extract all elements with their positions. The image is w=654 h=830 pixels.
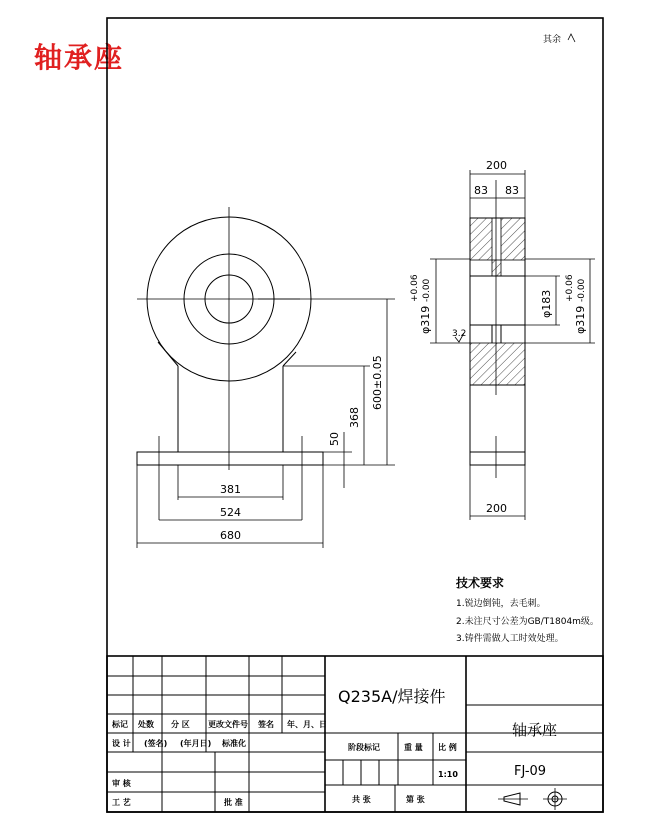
tech-requirements [455,575,599,644]
scale-value: 1:10 [438,770,458,779]
dim-381: 381 [220,483,241,496]
hdr-date: 年、月、日 [287,720,327,729]
hdr-zone: 分 区 [171,720,190,729]
dim-bottom-200: 200 [486,502,507,515]
review-label: 审 核 [112,779,131,788]
hdr-mark: 标记 [112,720,128,729]
tech-item-1: 1.锐边倒钝，去毛刺。 [456,599,546,609]
hatch-top-left [470,218,492,260]
side-view [410,159,595,520]
dim-319-right: φ319 [574,305,587,334]
dim-319-left-tol-dn: -0.00 [422,278,432,302]
design-label: 设 计 [112,739,131,748]
dim-319-right-tol-dn: -0.00 [577,278,587,302]
side-base [470,452,525,465]
date-label: (年月日) [180,739,212,748]
title-block [107,656,603,812]
base-plate [137,452,323,465]
sheets-total: 共 张 [352,795,371,804]
hdr-signature: 签名 [258,720,274,729]
roughness-symbol [568,34,575,42]
dim-600: 600±0.05 [371,355,384,410]
roughness-value: 3.2 [452,329,467,339]
dim-top-200: 200 [486,159,507,172]
hdr-change-doc: 更改文件号 [208,720,248,729]
dim-524: 524 [220,506,241,519]
scale-label: 比 例 [438,743,457,752]
dim-right-83: 83 [505,184,519,197]
dim-left-83: 83 [474,184,488,197]
hatch-top-right [501,218,525,260]
front-view [137,207,395,548]
tech-item-3: 3.铸件需做人工时效处理。 [456,634,564,644]
dim-319-left: φ319 [419,305,432,334]
approve-label: 批 准 [224,798,243,807]
drawing-no: FJ-09 [514,764,547,779]
dim-368: 368 [348,407,361,428]
hatch-step [492,260,501,276]
dim-319-right-tol-up: +0.06 [565,274,575,302]
process-label: 工 艺 [112,798,131,807]
corner-note: 其余 [543,35,562,45]
sign-label: (签名) [144,739,168,748]
weight-label: 重 量 [404,743,423,752]
material: Q235A/焊接件 [338,687,446,706]
dim-50: 50 [328,432,341,446]
dim-319-left-tol-up: +0.06 [410,274,420,302]
standard-label: 标准化 [222,739,246,748]
part-name: 轴承座 [512,721,558,739]
sheet-no: 第 张 [406,795,425,804]
tech-heading: 技术要求 [456,576,505,590]
dim-183: φ183 [540,289,553,318]
web-left-tangent [158,342,178,366]
tech-item-2: 2.未注尺寸公差为GB/T1804m级。 [456,617,599,627]
hdr-count: 处数 [138,720,154,729]
dim-680: 680 [220,529,241,542]
overlay-title: 轴承座 [34,41,125,74]
stage-label: 阶段标记 [348,743,380,752]
hatch-bottom [470,343,525,385]
